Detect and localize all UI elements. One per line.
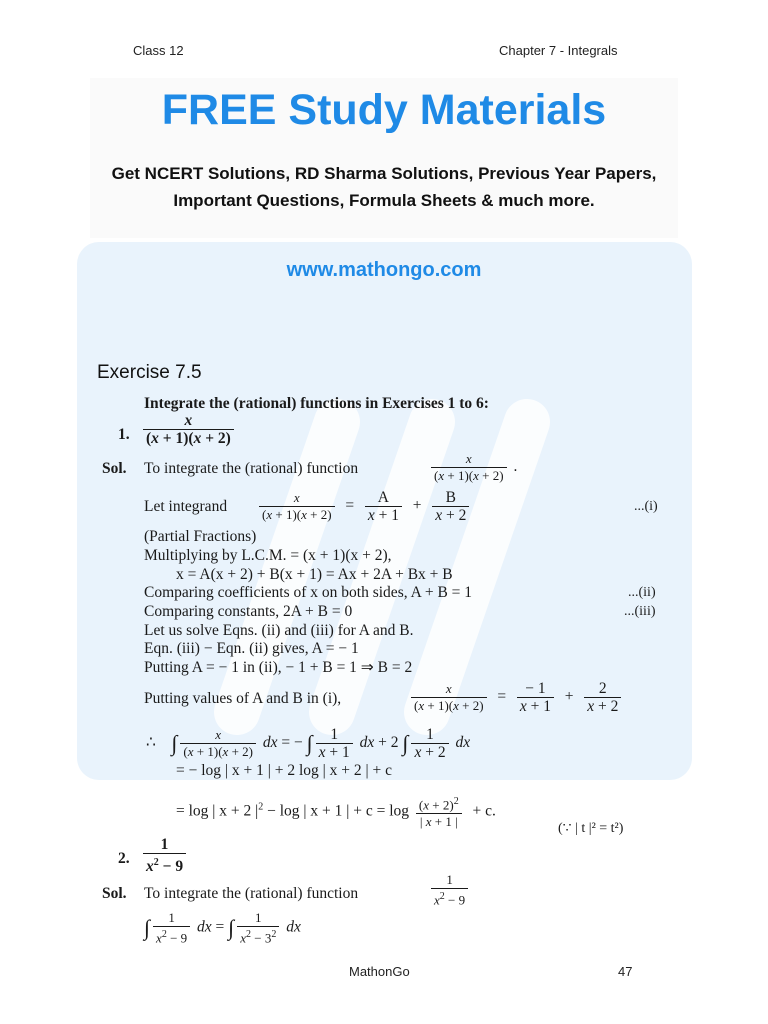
comparing-constants-step: Comparing constants, 2A + B = 0 bbox=[144, 603, 353, 620]
header-chapter-label: Chapter 7 - Integrals bbox=[499, 43, 618, 58]
result-line-2-part-c: + c. bbox=[472, 802, 496, 820]
question-2-number: 2. bbox=[118, 850, 130, 867]
comparing-coefficients-step: Comparing coefficients of x on both sides, A + B = 1 bbox=[144, 584, 473, 601]
let-integrand-label: Let integrand bbox=[144, 498, 228, 515]
solution-1-function: $\frac{x}{(x + 1)(x + 2)}$ . bbox=[428, 451, 517, 484]
solution-1-intro: To integrate the (rational) function bbox=[144, 460, 359, 477]
banner-subtitle-line1: Get NCERT Solutions, RD Sharma Solutions, Previous Year Papers, bbox=[111, 164, 657, 183]
question-1-number: 1. bbox=[118, 426, 130, 443]
header-class-label: Class 12 bbox=[133, 43, 184, 58]
result-line-2-part-b: − log | x + 1 | + c = log bbox=[263, 802, 410, 820]
equation-ref-iii: ...(iii) bbox=[624, 604, 656, 619]
footer-page-number: 47 bbox=[618, 964, 633, 979]
expanded-step: x = A(x + 2) + B(x + 1) = Ax + 2A + Bx + B bbox=[176, 566, 453, 583]
solution-2-intro: To integrate the (rational) function bbox=[144, 885, 359, 902]
question-1-expression: $\frac{x}{(x + 1)(x + 2)}$ bbox=[140, 412, 237, 447]
exercise-title: Exercise 7.5 bbox=[97, 362, 202, 383]
substituted-fractions: $\frac{x}{(x + 1)(x + 2)}$ = $\frac{- 1}{x + 1}$ + $\frac{2}{x + 2}$ bbox=[408, 680, 624, 715]
exercise-instruction: Integrate the (rational) functions in Exercises 1 to 6: bbox=[144, 395, 489, 412]
partial-fractions-note: (Partial Fractions) bbox=[144, 528, 257, 545]
result-line-1: = − log | x + 1 | + 2 log | x + 2 | + c bbox=[176, 762, 392, 779]
solution-2-function: $\frac{1}{x^2 - 9}$ bbox=[428, 872, 471, 908]
question-2-expression: $\frac{1}{x^2 - 9}$ bbox=[140, 836, 189, 875]
equation-ref-ii: ...(ii) bbox=[628, 585, 656, 600]
solution-1-label: Sol. bbox=[102, 460, 127, 477]
solution-2-label: Sol. bbox=[102, 885, 127, 902]
equation-ref-i: ...(i) bbox=[634, 499, 658, 514]
website-link[interactable]: www.mathongo.com bbox=[286, 259, 482, 281]
because-note: (∵ | t |² = t²) bbox=[558, 821, 624, 836]
result-line-2: = log | x + 2 $|^2 - \log$ | x + 1 | + c = log $\frac{(x + 2)^2}{| x + 1 |}$ + c. bbox=[176, 796, 496, 830]
banner-subtitle-line2: Important Questions, Formula Sheets & much more. bbox=[173, 191, 595, 210]
footer-brand: MathonGo bbox=[349, 964, 410, 979]
putting-values-label: Putting values of A and B in (i), bbox=[144, 690, 342, 707]
putting-a-step: Putting A = − 1 in (ii), − 1 + B = 1 ⇒ B = 2 bbox=[144, 659, 413, 676]
multiplying-step: Multiplying by L.C.M. = (x + 1)(x + 2), bbox=[144, 547, 392, 564]
subtract-equations-step: Eqn. (iii) − Eqn. (ii) gives, A = − 1 bbox=[144, 640, 359, 657]
result-line-2-part-a: = log | x + 2 | bbox=[176, 802, 259, 820]
integral-equation: ∴ ∫ $\frac{x}{(x + 1)(x + 2)}$ dx = − ∫ $\frac{1}{x + 1}$ dx + 2 ∫ $\frac{1}{x + 2}$ dx bbox=[146, 726, 471, 761]
banner-title: FREE Study Materials bbox=[161, 86, 607, 134]
solution-2-integral: ∫ $\frac{1}{x^2 - 9}$ dx = ∫ $\frac{1}{x^2 - 3^2}$ dx bbox=[144, 910, 301, 946]
partial-fraction-equation: $\frac{x}{(x + 1)(x + 2)}$ = $\frac{A}{x + 1}$ + $\frac{B}{x + 2}$ bbox=[256, 489, 472, 524]
solve-equations-step: Let us solve Eqns. (ii) and (iii) for A and B. bbox=[144, 622, 414, 639]
